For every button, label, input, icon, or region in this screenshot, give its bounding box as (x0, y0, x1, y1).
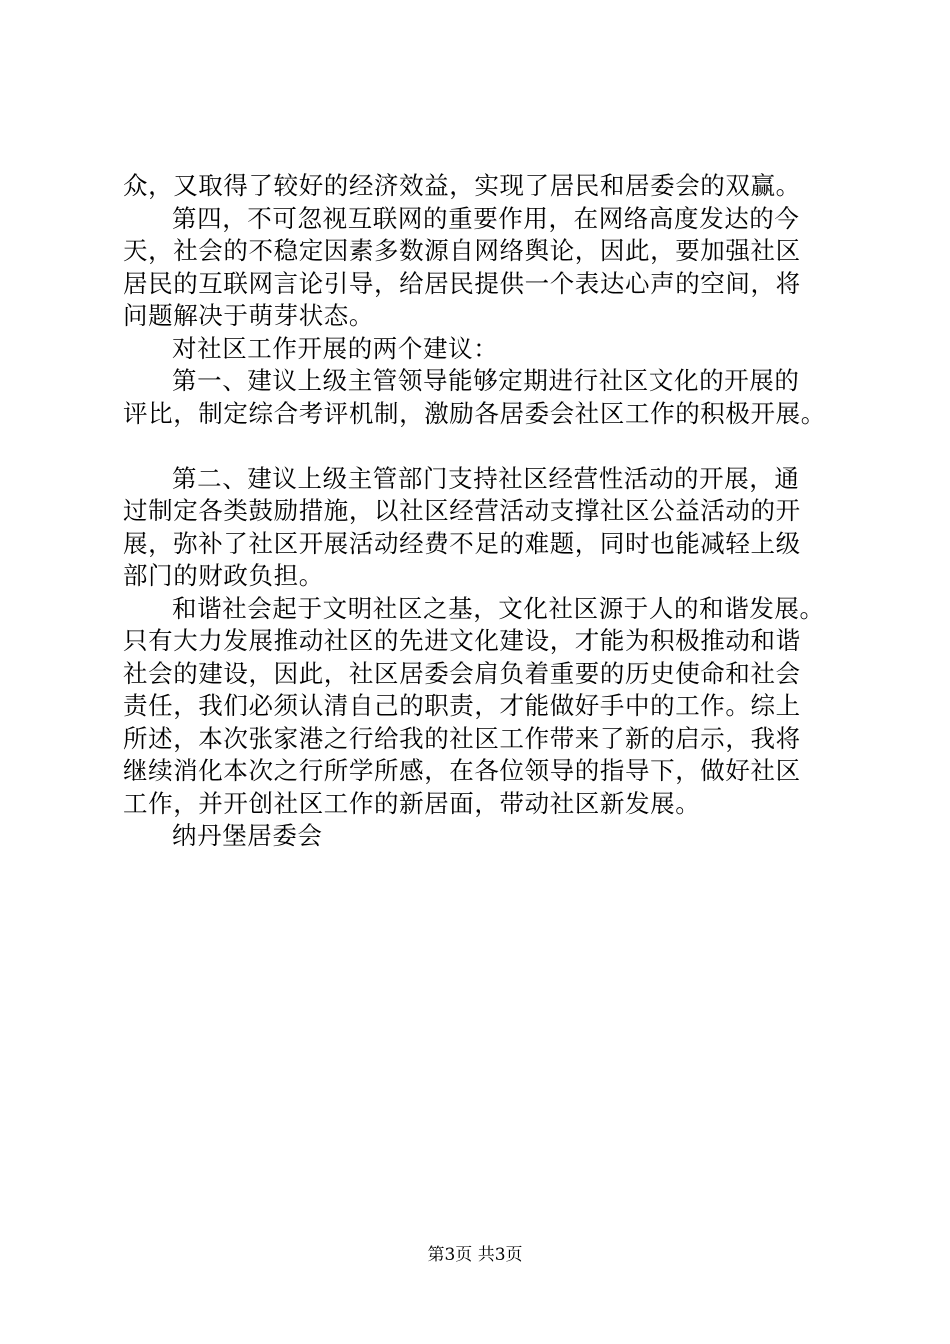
paragraph-line: 天，社会的不稳定因素多数源自网络舆论，因此，要加强社区 (123, 236, 801, 265)
paragraph-line: 过制定各类鼓励措施，以社区经营活动支撑社区公益活动的开 (123, 496, 801, 525)
document-body (123, 170, 838, 853)
paragraph-line: 责任，我们必须认清自己的职责，才能做好手中的工作。综上 (123, 691, 801, 720)
section-heading: 对社区工作开展的两个建议： (172, 333, 499, 363)
page-footer (0, 1244, 950, 1266)
blank-line (123, 430, 838, 463)
paragraph-line: 只有大力发展推动社区的先进文化建设，才能为积极推动和谐 (123, 626, 801, 655)
paragraph-line: 继续消化本次之行所学所感，在各位领导的指导下，做好社区 (123, 756, 801, 785)
paragraph-line: 第一、建议上级主管领导能够定期进行社区文化的开展的 (172, 366, 800, 395)
paragraph-line: 和谐社会起于文明社区之基，文化社区源于人的和谐发展。 (172, 593, 825, 623)
paragraph-line: 第四，不可忽视互联网的重要作用，在网络高度发达的今 (172, 203, 800, 233)
paragraph-line: 部门的财政负担。 (123, 561, 324, 590)
paragraph-line: 工作，并开创社区工作的新居面，带动社区新发展。 (123, 788, 701, 818)
paragraph-line: 居民的互联网言论引导，给居民提供一个表达心声的空间，将 (123, 268, 801, 298)
paragraph-line: 问题解决于萌芽状态。 (123, 301, 374, 330)
paragraph-line: 评比，制定综合考评机制，激励各居委会社区工作的积极开展。 (123, 398, 826, 428)
paragraph-line: 所述，本次张家港之行给我的社区工作带来了新的启示，我将 (123, 723, 801, 753)
signature-organization: 纳丹堡居委会 (172, 821, 323, 850)
paragraph-line: 众，又取得了较好的经济效益，实现了居民和居委会的双赢。 (123, 171, 801, 200)
page-number-label: 第3页 共3页 (427, 1245, 523, 1265)
paragraph-line: 第二、建议上级主管部门支持社区经营性活动的开展，通 (172, 463, 800, 493)
paragraph-line: 展，弥补了社区开展活动经费不足的难题，同时也能减轻上级 (123, 528, 801, 558)
paragraph-line: 社会的建设，因此，社区居委会肩负着重要的历史使命和社会 (123, 658, 801, 688)
